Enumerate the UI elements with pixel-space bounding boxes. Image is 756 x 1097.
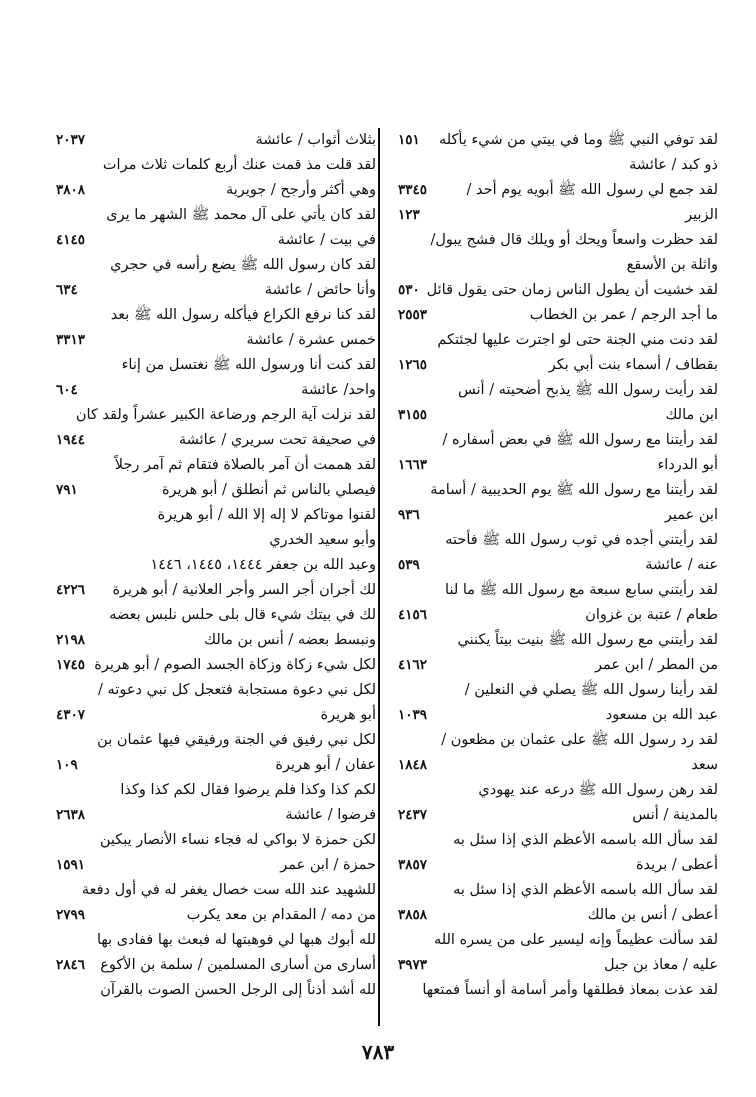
hadith-number: ١٠٣٩ — [398, 707, 428, 723]
index-entry-line — [54, 128, 376, 153]
hadith-number: ٣٣٤٥ — [398, 182, 428, 198]
entry-text: لقد رأيتني أجده في ثوب رسول الله ﷺ فأحته — [445, 532, 718, 548]
entry-text: لكل شيء زكاة وزكاة الجسد الصوم / أبو هريرة — [94, 657, 376, 673]
entry-text: بثلاث أثواب / عائشة — [255, 132, 376, 148]
index-entry-line — [388, 203, 718, 228]
entry-text: لله أشد أذناً إلى الرجل الحسن الصوت بالقرآن — [100, 982, 376, 998]
index-entry-line — [54, 253, 376, 278]
entry-text: لقد كنا نرفع الكراع فيأكله رسول الله ﷺ بعد — [110, 307, 376, 323]
index-entry-line — [388, 453, 718, 478]
index-entry-line — [388, 578, 718, 603]
hadith-number: ٤٣٠٧ — [56, 707, 86, 723]
index-entry-line — [388, 753, 718, 778]
entry-text: في بيت / عائشة — [277, 232, 376, 248]
entry-text: لقد عذت بمعاذ فطلقها وأمر أسامة أو أنساً فمتعها — [422, 982, 718, 998]
left-column — [54, 128, 376, 1003]
index-entry-line — [54, 203, 376, 228]
index-entry-line — [54, 953, 376, 978]
index-entry-line — [388, 803, 718, 828]
index-entry-line — [54, 153, 376, 178]
index-entry-line — [54, 428, 376, 453]
hadith-number: ٣٩٧٣ — [398, 957, 428, 973]
column-divider — [378, 128, 380, 1026]
entry-text: لقد رد رسول الله ﷺ على عثمان بن مظعون / — [441, 732, 718, 748]
index-entry-line — [388, 403, 718, 428]
index-entry-line — [54, 653, 376, 678]
entry-text: عنه / عائشة — [645, 557, 718, 573]
index-entry-line — [388, 678, 718, 703]
hadith-number: ٥٣٩ — [398, 557, 420, 573]
hadith-number: ١٦٦٣ — [398, 457, 428, 473]
hadith-number: ١٢٣ — [398, 207, 420, 223]
hadith-number: ١٧٤٥ — [56, 657, 86, 673]
hadith-number: ١٩٤٤ — [56, 432, 86, 448]
entry-text: فيصلي بالناس ثم أنطلق / أبو هريرة — [161, 482, 376, 498]
index-entry-line — [54, 378, 376, 403]
index-entry-line — [54, 403, 376, 428]
entry-text: لقد رهن رسول الله ﷺ درعه عند يهودي — [478, 782, 718, 798]
index-entry-line — [54, 853, 376, 878]
hadith-number: ٤١٦٢ — [398, 657, 428, 673]
entry-text: لقد سألت عظيماً وإنه ليسير على من يسره الله — [433, 932, 718, 948]
entry-text: خمس عشرة / عائشة — [246, 332, 376, 348]
hadith-number: ٣١٥٥ — [398, 407, 428, 423]
entry-text: لله أبوك هبها لي فوهبتها له فبعث بها ففادى بها — [96, 932, 376, 948]
entry-text: لقد سأل الله باسمه الأعظم الذي إذا سئل به — [453, 832, 718, 848]
entry-text: لقد كان يأتي على آل محمد ﷺ الشهر ما يرى — [106, 207, 376, 223]
index-entry-line — [388, 178, 718, 203]
index-entry-line — [388, 828, 718, 853]
entry-text: ما أجد الرجم / عمر بن الخطاب — [529, 307, 718, 323]
index-entry-line — [54, 678, 376, 703]
entry-text: من دمه / المقدام بن معد يكرب — [186, 907, 376, 923]
entry-text: أعطى / بريدة — [635, 857, 718, 873]
hadith-number: ٢٥٥٣ — [398, 307, 428, 323]
entry-text: ابن عمير — [664, 507, 718, 523]
entry-text: لكل نبي دعوة مستجابة فتعجل كل نبي دعوته / — [98, 682, 376, 698]
index-entry-line — [54, 753, 376, 778]
index-entry-line — [54, 778, 376, 803]
index-entry-line — [388, 328, 718, 353]
entry-text: وأنا حائض / عائشة — [264, 282, 376, 298]
entry-text: أبو الدرداء — [657, 457, 718, 473]
hadith-number: ١٥٩١ — [56, 857, 86, 873]
entry-text: عبد الله بن مسعود — [605, 707, 718, 723]
entry-text: من المطر / ابن عمر — [595, 657, 718, 673]
index-entry-line — [388, 153, 718, 178]
hadith-number: ٦٠٤ — [56, 382, 78, 398]
hadith-number: ٢٨٤٦ — [56, 957, 86, 973]
hadith-number: ٧٩١ — [56, 482, 78, 498]
index-entry-line — [54, 303, 376, 328]
index-entry-line — [54, 178, 376, 203]
hadith-number: ٣٨٥٧ — [398, 857, 428, 873]
entry-text: الزبير — [685, 207, 718, 223]
index-entry-line — [388, 853, 718, 878]
index-entry-line — [388, 278, 718, 303]
entry-text: أعطى / أنس بن مالك — [587, 907, 718, 923]
index-entry-line — [54, 828, 376, 853]
entry-text: لقد دنت مني الجنة حتى لو اجترت عليها لجئتكم — [437, 332, 718, 348]
entry-text: لكن حمزة لا بواكي له فجاء نساء الأنصار يبكين — [99, 832, 376, 848]
entry-text: بقطاف / أسماء بنت أبي بكر — [548, 357, 718, 373]
index-entry-line — [54, 603, 376, 628]
entry-text: لقد حظرت واسعاً ويحك أو ويلك قال فشج يبول/ — [430, 232, 718, 248]
index-entry-line — [388, 728, 718, 753]
hadith-number: ١٨٤٨ — [398, 757, 428, 773]
index-entry-line — [388, 528, 718, 553]
index-entry-line — [388, 503, 718, 528]
index-entry-line — [54, 703, 376, 728]
entry-text: فرضوا / عائشة — [285, 807, 376, 823]
entry-text: لك أجران أجر السر وأجر العلانية / أبو هريرة — [112, 582, 376, 598]
entry-text: أبو هريرة — [320, 707, 376, 723]
index-entry-line — [54, 353, 376, 378]
entry-text: لقد رأيتني مع رسول الله ﷺ بنيت بيتاً يكنني — [457, 632, 718, 648]
page-number: ٧٨٣ — [361, 1040, 395, 1064]
hadith-number: ٦٣٤ — [56, 282, 78, 298]
hadith-number: ٢٤٣٧ — [398, 807, 428, 823]
index-entry-line — [388, 253, 718, 278]
entry-text: طعام / عتبة بن غزوان — [585, 607, 718, 623]
index-entry-line — [54, 278, 376, 303]
index-entry-line — [54, 628, 376, 653]
entry-text: لقد خشيت أن يطول الناس زمان حتى يقول قائل — [426, 282, 718, 298]
entry-text: ابن مالك — [665, 407, 718, 423]
hadith-number: ٢٧٩٩ — [56, 907, 86, 923]
index-entry-line — [388, 878, 718, 903]
entry-text: سعد — [691, 757, 718, 773]
index-entry-line — [54, 453, 376, 478]
entry-text: لقد رأينا رسول الله ﷺ يصلي في النعلين / — [464, 682, 718, 698]
entry-text: وعبد الله بن جعفر ١٤٤٤، ١٤٤٥، ١٤٤٦ — [150, 557, 376, 573]
right-column — [388, 128, 718, 1003]
hadith-number: ٤١٤٥ — [56, 232, 86, 248]
entry-text: واحد/ عائشة — [301, 382, 376, 398]
entry-text: واثلة بن الأسقع — [626, 257, 718, 273]
entry-text: حمزة / ابن عمر — [280, 857, 376, 873]
index-entry-line — [388, 378, 718, 403]
hadith-number: ٢٠٣٧ — [56, 132, 86, 148]
entry-text: لقد سأل الله باسمه الأعظم الذي إذا سئل به — [453, 882, 718, 898]
index-entry-line — [54, 528, 376, 553]
entry-text: لقد رأيتنا مع رسول الله ﷺ يوم الحديبية / أسامة — [430, 482, 718, 498]
entry-text: وهي أكثر وأرجح / جويرية — [225, 182, 376, 198]
entry-text: لقنوا موتاكم لا إله إلا الله / أبو هريرة — [157, 507, 376, 523]
entry-text: للشهيد عند الله ست خصال يغفر له في أول دفعة — [81, 882, 376, 898]
hadith-number: ٤٢٢٦ — [56, 582, 86, 598]
entry-text: أسارى من أسارى المسلمين / سلمة بن الأكوع — [100, 957, 376, 973]
hadith-number: ٥٣٠ — [398, 282, 420, 298]
hadith-number: ٢١٩٨ — [56, 632, 86, 648]
index-entry-line — [54, 903, 376, 928]
index-entry-line — [388, 353, 718, 378]
entry-text: لقد نزلت آية الرجم ورضاعة الكبير عشراً ولقد كان — [75, 407, 376, 423]
index-entry-line — [388, 603, 718, 628]
hadith-number: ١٥١ — [398, 132, 420, 148]
entry-text: ذو كبد / عائشة — [629, 157, 718, 173]
index-entry-line — [388, 703, 718, 728]
index-entry-line — [388, 228, 718, 253]
index-entry-line — [54, 928, 376, 953]
hadith-number: ١٢٦٥ — [398, 357, 428, 373]
index-entry-line — [388, 303, 718, 328]
entry-text: عليه / معاذ بن جبل — [604, 957, 718, 973]
entry-text: بالمدينة / أنس — [632, 807, 718, 823]
index-entry-line — [54, 478, 376, 503]
hadith-number: ٩٣٦ — [398, 507, 420, 523]
entry-text: لقد قلت مذ قمت عنك أربع كلمات ثلاث مرات — [102, 157, 376, 173]
entry-text: لقد كان رسول الله ﷺ يضع رأسه في حجري — [110, 257, 376, 273]
index-entry-line — [388, 778, 718, 803]
entry-text: لقد جمع لي رسول الله ﷺ أبويه يوم أحد / — [466, 182, 718, 198]
hadith-number: ١٠٩ — [56, 757, 78, 773]
index-entry-line — [54, 328, 376, 353]
index-entry-line — [388, 628, 718, 653]
entry-text: ونبسط بعضه / أنس بن مالك — [204, 632, 376, 648]
hadith-number: ٣٨٥٨ — [398, 907, 428, 923]
entry-text: لقد رأيت رسول الله ﷺ يذبح أضحيته / أنس — [458, 382, 718, 398]
entry-text: لك في بيتك شيء قال بلى حلس نلبس بعضه — [109, 607, 376, 623]
entry-text: لقد كنت أنا ورسول الله ﷺ نغتسل من إناء — [121, 357, 376, 373]
index-entry-line — [388, 928, 718, 953]
index-entry-line — [388, 428, 718, 453]
index-entry-line — [54, 728, 376, 753]
entry-text: في صحيفة تحت سريري / عائشة — [178, 432, 376, 448]
hadith-number: ٤١٥٦ — [398, 607, 428, 623]
index-entry-line — [54, 978, 376, 1003]
entry-text: لقد رأيتني سابع سبعة مع رسول الله ﷺ ما لنا — [445, 582, 718, 598]
entry-text: لقد هممت أن آمر بالصلاة فتقام ثم آمر رجلاً — [114, 457, 376, 473]
index-entry-line — [54, 503, 376, 528]
index-entry-line — [54, 553, 376, 578]
index-entry-line — [388, 978, 718, 1003]
entry-text: لقد توفي النبي ﷺ وما في بيتي من شيء يأكله — [438, 132, 718, 148]
index-entry-line — [388, 653, 718, 678]
index-entry-line — [54, 803, 376, 828]
entry-text: وأبو سعيد الخدري — [269, 532, 376, 548]
index-entry-line — [388, 128, 718, 153]
index-entry-line — [54, 228, 376, 253]
entry-text: لقد رأيتنا مع رسول الله ﷺ في بعض أسفاره / — [442, 432, 718, 448]
entry-text: لكل نبي رفيق في الجنة ورفيقي فيها عثمان بن — [97, 732, 376, 748]
hadith-number: ٢٦٣٨ — [56, 807, 86, 823]
entry-text: عفان / أبو هريرة — [275, 757, 376, 773]
index-entry-line — [54, 578, 376, 603]
index-entry-line — [54, 878, 376, 903]
index-entry-line — [388, 478, 718, 503]
index-entry-line — [388, 953, 718, 978]
index-entry-line — [388, 903, 718, 928]
index-entry-line — [388, 553, 718, 578]
entry-text: لكم كذا وكذا فلم يرضوا فقال لكم كذا وكذا — [120, 782, 376, 798]
hadith-number: ٣٣١٣ — [56, 332, 86, 348]
hadith-number: ٣٨٠٨ — [56, 182, 86, 198]
